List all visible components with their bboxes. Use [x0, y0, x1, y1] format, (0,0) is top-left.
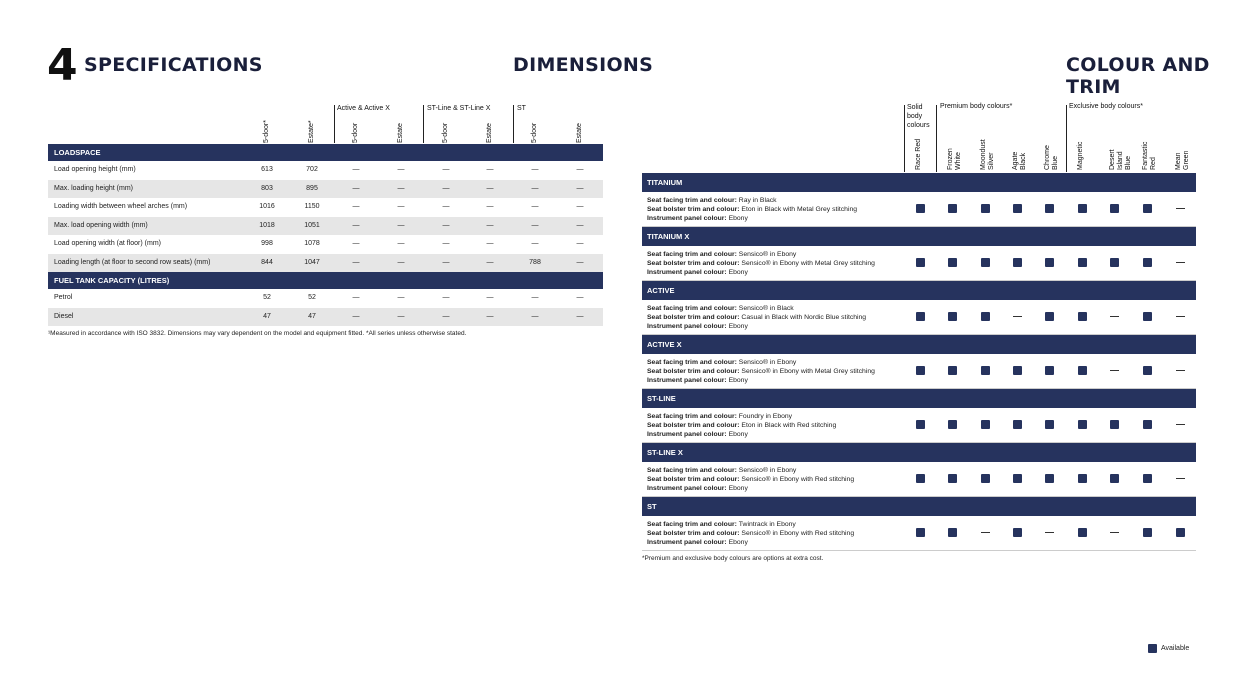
available-marker: [1143, 312, 1152, 321]
available-legend-swatch: [1148, 644, 1157, 653]
dimensions-cell: —: [531, 240, 539, 247]
available-marker: [1045, 312, 1054, 321]
dimensions-cell: —: [531, 166, 539, 173]
dimensions-cell: —: [576, 184, 584, 192]
trim-line-label: Instrument panel colour:: [647, 431, 729, 438]
trim-line-value: Ebony: [728, 431, 748, 438]
dimensions-row-label: Max. load opening width (mm): [54, 221, 148, 229]
dimensions-cell: —: [486, 294, 494, 301]
dimensions-cell: —: [442, 294, 450, 301]
not-available-dash: [1176, 208, 1185, 209]
colour-group-divider: [904, 105, 905, 172]
trim-line-value: Casual in Black with Nordic Blue stitching: [741, 314, 867, 321]
not-available-dash: [1176, 478, 1185, 479]
trim-line-panel: [647, 538, 854, 547]
dimensions-cell: 47: [308, 312, 316, 320]
colour-group-divider: [1066, 105, 1067, 172]
available-marker: [948, 420, 957, 429]
dimensions-column-header: 5-door*: [263, 120, 270, 143]
available-marker: [1110, 420, 1119, 429]
dimensions-column-header: Estate: [576, 123, 583, 143]
dimensions-group-header: Active & Active X: [337, 105, 390, 112]
available-marker: [981, 258, 990, 267]
trim-bar: TITANIUM: [642, 173, 1196, 192]
dimensions-cell: —: [531, 221, 539, 229]
trim-line-label: Seat bolster trim and colour:: [647, 206, 742, 213]
colour-column-header: Magnetic: [1077, 141, 1084, 170]
colour-group-header: Solid body colours: [907, 104, 930, 129]
dimensions-cell: —: [531, 312, 539, 320]
trim-row: [642, 246, 1196, 281]
trim-line-panel: [647, 214, 857, 223]
dimensions-cell: 1016: [259, 203, 275, 210]
trim-row: [642, 408, 1196, 443]
available-marker: [981, 474, 990, 483]
colour-column-header: Desert Island Blue: [1109, 149, 1132, 170]
trim-description: [647, 358, 875, 385]
available-marker: [948, 366, 957, 375]
colour-column-header: Moondust Silver: [980, 139, 995, 170]
dimensions-cell: —: [442, 258, 450, 266]
dimensions-cell: —: [486, 221, 494, 229]
trim-line-label: Seat bolster trim and colour:: [647, 314, 742, 321]
trim-description: [647, 304, 866, 331]
trim-row: [642, 516, 1196, 551]
trim-line-value: Sensico® in Ebony with Metal Grey stitching: [741, 260, 875, 267]
trim-row: [642, 300, 1196, 335]
available-marker: [1143, 258, 1152, 267]
trim-line-value: Sensico® in Ebony with Red stitching: [741, 476, 855, 483]
trim-description: [647, 520, 854, 547]
available-marker: [948, 204, 957, 213]
available-marker: [916, 366, 925, 375]
colour-column-header: Fantastic Red: [1142, 141, 1157, 170]
dimensions-row-label: Load opening width (at floor) (mm): [54, 240, 161, 247]
trim-bar: ACTIVE: [642, 281, 1196, 300]
available-marker: [916, 312, 925, 321]
not-available-dash: [1013, 316, 1022, 317]
dimensions-cell: —: [352, 166, 360, 173]
available-marker: [1110, 204, 1119, 213]
dimensions-row-label: Load opening height (mm): [54, 166, 136, 173]
available-marker: [948, 258, 957, 267]
trim-line-facing: [647, 358, 875, 367]
dimensions-cell: —: [397, 240, 405, 247]
dimensions-cell: 47: [263, 312, 271, 320]
dimensions-row: [48, 198, 603, 216]
not-available-dash: [1176, 370, 1185, 371]
available-marker: [1143, 528, 1152, 537]
dimensions-cell: 788: [529, 258, 541, 266]
trim-line-label: Seat facing trim and colour:: [647, 197, 739, 204]
dimensions-section-bar: LOADSPACE: [48, 144, 603, 161]
available-legend-label: Available: [1161, 645, 1190, 652]
available-marker: [981, 312, 990, 321]
not-available-dash: [981, 532, 990, 533]
dimensions-row-label: Diesel: [54, 312, 74, 320]
dimensions-cell: —: [442, 166, 450, 173]
available-marker: [1045, 258, 1054, 267]
dimensions-cell: —: [486, 203, 494, 210]
dimensions-cell: —: [442, 240, 450, 247]
dimensions-cell: —: [442, 221, 450, 229]
trim-line-value: Sensico® in Ebony: [738, 251, 797, 258]
dimensions-cell: —: [486, 312, 494, 320]
available-marker: [916, 204, 925, 213]
trim-line-value: Foundry in Ebony: [738, 413, 793, 420]
trim-line-label: Seat facing trim and colour:: [647, 467, 739, 474]
dimensions-cell: 895: [306, 184, 318, 192]
available-marker: [916, 528, 925, 537]
available-marker: [1078, 204, 1087, 213]
trim-line-facing: [647, 412, 836, 421]
dimensions-cell: —: [397, 203, 405, 210]
trim-line-label: Seat facing trim and colour:: [647, 521, 739, 528]
dimensions-cell: —: [442, 203, 450, 210]
dimensions-cell: 52: [308, 294, 316, 301]
trim-line-panel: [647, 376, 875, 385]
trim-line-label: Instrument panel colour:: [647, 485, 729, 492]
trim-line-value: Eton in Black with Red stitching: [741, 422, 837, 429]
section-title: SPECIFICATIONS: [84, 54, 263, 76]
trim-row: [642, 462, 1196, 497]
available-marker: [981, 420, 990, 429]
available-marker: [1045, 420, 1054, 429]
trim-line-panel: [647, 430, 836, 439]
dimensions-cell: 1150: [304, 203, 320, 210]
available-marker: [1013, 528, 1022, 537]
available-marker: [1078, 366, 1087, 375]
available-marker: [1013, 474, 1022, 483]
trim-description: [647, 250, 875, 277]
not-available-dash: [1110, 532, 1119, 533]
trim-line-label: Instrument panel colour:: [647, 539, 729, 546]
available-marker: [1110, 474, 1119, 483]
trim-line-value: Sensico® in Ebony with Red stitching: [741, 530, 855, 537]
trim-line-value: Ebony: [728, 485, 748, 492]
dimensions-cell: —: [531, 203, 539, 210]
colour-group-header: Exclusive body colours*: [1069, 103, 1143, 110]
available-marker: [981, 366, 990, 375]
dimensions-cell: —: [576, 258, 584, 266]
trim-line-value: Twintrack in Ebony: [738, 521, 796, 528]
available-marker: [948, 312, 957, 321]
available-marker: [948, 528, 957, 537]
available-marker: [1078, 312, 1087, 321]
trim-line-bolster: [647, 367, 875, 376]
available-marker: [916, 258, 925, 267]
dimensions-cell: —: [352, 203, 360, 210]
colour-column-header: Mean Green: [1175, 150, 1190, 170]
trim-line-label: Seat bolster trim and colour:: [647, 422, 742, 429]
trim-line-bolster: [647, 205, 857, 214]
dimensions-cell: —: [442, 184, 450, 192]
trim-description: [647, 466, 854, 493]
colour-group-divider: [936, 105, 937, 172]
available-marker: [1045, 204, 1054, 213]
dimensions-column-header: 5-door: [531, 122, 538, 143]
trim-line-bolster: [647, 259, 875, 268]
dimensions-cell: —: [442, 312, 450, 320]
trim-line-panel: [647, 322, 866, 331]
dimensions-cell: 803: [261, 184, 273, 192]
colour-column-header: Agate Black: [1012, 151, 1027, 170]
dimensions-cell: —: [352, 258, 360, 266]
trim-line-value: Ebony: [728, 323, 748, 330]
available-marker: [1013, 420, 1022, 429]
dimensions-cell: —: [486, 166, 494, 173]
trim-line-facing: [647, 250, 875, 259]
dimensions-cell: —: [352, 221, 360, 229]
dimensions-row-label: Loading width between wheel arches (mm): [54, 203, 188, 210]
dimensions-cell: —: [352, 312, 360, 320]
dimensions-row: [48, 180, 603, 198]
dimensions-cell: 52: [263, 294, 271, 301]
dimensions-group-divider: [423, 105, 424, 143]
dimensions-cell: —: [531, 184, 539, 192]
trim-line-label: Seat facing trim and colour:: [647, 251, 739, 258]
dimensions-cell: —: [486, 184, 494, 192]
dimensions-cell: —: [576, 240, 584, 247]
not-available-dash: [1176, 424, 1185, 425]
available-marker: [916, 420, 925, 429]
dimensions-cell: —: [576, 221, 584, 229]
dimensions-cell: 613: [261, 166, 273, 173]
colour-trim-title: COLOUR AND TRIM: [1066, 54, 1210, 98]
trim-line-bolster: [647, 313, 866, 322]
trim-line-value: Ebony: [728, 215, 748, 222]
available-marker: [916, 474, 925, 483]
dimensions-group-header: ST: [517, 105, 526, 112]
dimensions-row: [48, 308, 603, 326]
available-marker: [1013, 258, 1022, 267]
dimensions-cell: —: [576, 312, 584, 320]
trim-line-label: Seat bolster trim and colour:: [647, 476, 742, 483]
colour-column-header: Frozen White: [947, 148, 962, 170]
trim-line-bolster: [647, 475, 854, 484]
not-available-dash: [1110, 316, 1119, 317]
dimensions-cell: —: [486, 240, 494, 247]
trim-row: [642, 354, 1196, 389]
dimensions-cell: —: [397, 294, 405, 301]
trim-description: [647, 412, 836, 439]
dimensions-column-header: 5-door: [352, 122, 359, 143]
dimensions-column-header: Estate*: [308, 120, 315, 143]
dimensions-cell: —: [397, 184, 405, 192]
trim-bar: ST: [642, 497, 1196, 516]
trim-line-bolster: [647, 421, 836, 430]
available-marker: [948, 474, 957, 483]
dimensions-section-bar: FUEL TANK CAPACITY (LITRES): [48, 272, 603, 289]
dimensions-row-label: Loading length (at floor to second row seats) (mm): [54, 258, 211, 266]
available-marker: [1078, 258, 1087, 267]
trim-line-label: Instrument panel colour:: [647, 269, 729, 276]
available-marker: [1078, 528, 1087, 537]
not-available-dash: [1110, 370, 1119, 371]
dimensions-cell: —: [576, 166, 584, 173]
dimensions-cell: 844: [261, 258, 273, 266]
dimensions-row: [48, 161, 603, 179]
available-marker: [1143, 420, 1152, 429]
available-marker: [1045, 366, 1054, 375]
dimensions-cell: —: [397, 221, 405, 229]
dimensions-cell: —: [531, 294, 539, 301]
colour-column-header: Chrome Blue: [1044, 145, 1059, 170]
trim-bar: ST-LINE: [642, 389, 1196, 408]
trim-line-value: Eton in Black with Metal Grey stitching: [741, 206, 858, 213]
trim-bar: ST-LINE X: [642, 443, 1196, 462]
available-marker: [981, 204, 990, 213]
trim-line-label: Seat facing trim and colour:: [647, 413, 739, 420]
dimensions-cell: 1018: [259, 221, 275, 229]
dimensions-cell: —: [397, 166, 405, 173]
dimensions-footnote: ¹Measured in accordance with ISO 3832. Dimensions may vary dependent on the model and equipment fitted. *All series unless otherwise stated.: [48, 330, 467, 337]
trim-line-value: Sensico® in Ebony with Metal Grey stitching: [741, 368, 875, 375]
trim-line-label: Seat bolster trim and colour:: [647, 368, 742, 375]
dimensions-cell: 998: [261, 240, 273, 247]
available-marker: [1143, 366, 1152, 375]
trim-line-facing: [647, 196, 857, 205]
trim-description: [647, 196, 857, 223]
trim-line-value: Ray in Black: [738, 197, 777, 204]
trim-row: [642, 192, 1196, 227]
trim-line-value: Sensico® in Black: [738, 305, 794, 312]
colour-trim-footnote: *Premium and exclusive body colours are options at extra cost.: [642, 555, 824, 562]
trim-line-bolster: [647, 529, 854, 538]
trim-line-label: Instrument panel colour:: [647, 215, 729, 222]
dimensions-cell: 1051: [304, 221, 320, 229]
colour-column-header: Race Red: [915, 138, 922, 170]
trim-line-value: Ebony: [728, 377, 748, 384]
available-marker: [1013, 204, 1022, 213]
dimensions-cell: —: [486, 258, 494, 266]
trim-line-label: Seat bolster trim and colour:: [647, 260, 742, 267]
trim-line-label: Seat facing trim and colour:: [647, 305, 739, 312]
dimensions-cell: —: [352, 240, 360, 247]
trim-line-facing: [647, 520, 854, 529]
dimensions-row: [48, 235, 603, 253]
trim-bar: TITANIUM X: [642, 227, 1196, 246]
dimensions-column-header: Estate: [397, 123, 404, 143]
dimensions-title: DIMENSIONS: [513, 54, 654, 76]
dimensions-row-label: Petrol: [54, 294, 73, 301]
available-marker: [1045, 474, 1054, 483]
dimensions-cell: —: [576, 294, 584, 301]
dimensions-cell: 1078: [304, 240, 320, 247]
available-marker: [1143, 474, 1152, 483]
dimensions-column-header: 5-door: [442, 122, 449, 143]
dimensions-cell: —: [352, 294, 360, 301]
not-available-dash: [1176, 316, 1185, 317]
dimensions-group-divider: [513, 105, 514, 143]
trim-line-label: Instrument panel colour:: [647, 323, 729, 330]
trim-line-label: Seat facing trim and colour:: [647, 359, 739, 366]
dimensions-group-divider: [334, 105, 335, 143]
trim-line-label: Instrument panel colour:: [647, 377, 729, 384]
available-marker: [1176, 528, 1185, 537]
trim-bar: ACTIVE X: [642, 335, 1196, 354]
not-available-dash: [1176, 262, 1185, 263]
available-marker: [1078, 420, 1087, 429]
trim-line-value: Ebony: [728, 269, 748, 276]
dimensions-row-label: Max. loading height (mm): [54, 184, 133, 192]
trim-line-value: Sensico® in Ebony: [738, 467, 797, 474]
dimensions-cell: 702: [306, 166, 318, 173]
page-number: 4: [47, 40, 78, 91]
dimensions-cell: —: [352, 184, 360, 192]
trim-line-panel: [647, 268, 875, 277]
dimensions-row: [48, 217, 603, 235]
available-marker: [1143, 204, 1152, 213]
dimensions-column-header: Estate: [486, 123, 493, 143]
dimensions-cell: —: [576, 203, 584, 210]
available-marker: [1013, 366, 1022, 375]
trim-line-facing: [647, 304, 866, 313]
available-marker: [1110, 258, 1119, 267]
trim-line-panel: [647, 484, 854, 493]
available-marker: [1078, 474, 1087, 483]
dimensions-group-header: ST-Line & ST-Line X: [427, 105, 491, 112]
trim-line-label: Seat bolster trim and colour:: [647, 530, 742, 537]
dimensions-cell: —: [397, 258, 405, 266]
not-available-dash: [1045, 532, 1054, 533]
trim-line-facing: [647, 466, 854, 475]
dimensions-cell: —: [397, 312, 405, 320]
trim-line-value: Sensico® in Ebony: [738, 359, 797, 366]
trim-line-value: Ebony: [728, 539, 748, 546]
dimensions-row: [48, 254, 603, 272]
dimensions-cell: 1047: [304, 258, 320, 266]
colour-group-header: Premium body colours*: [940, 103, 1013, 110]
dimensions-row: [48, 289, 603, 307]
